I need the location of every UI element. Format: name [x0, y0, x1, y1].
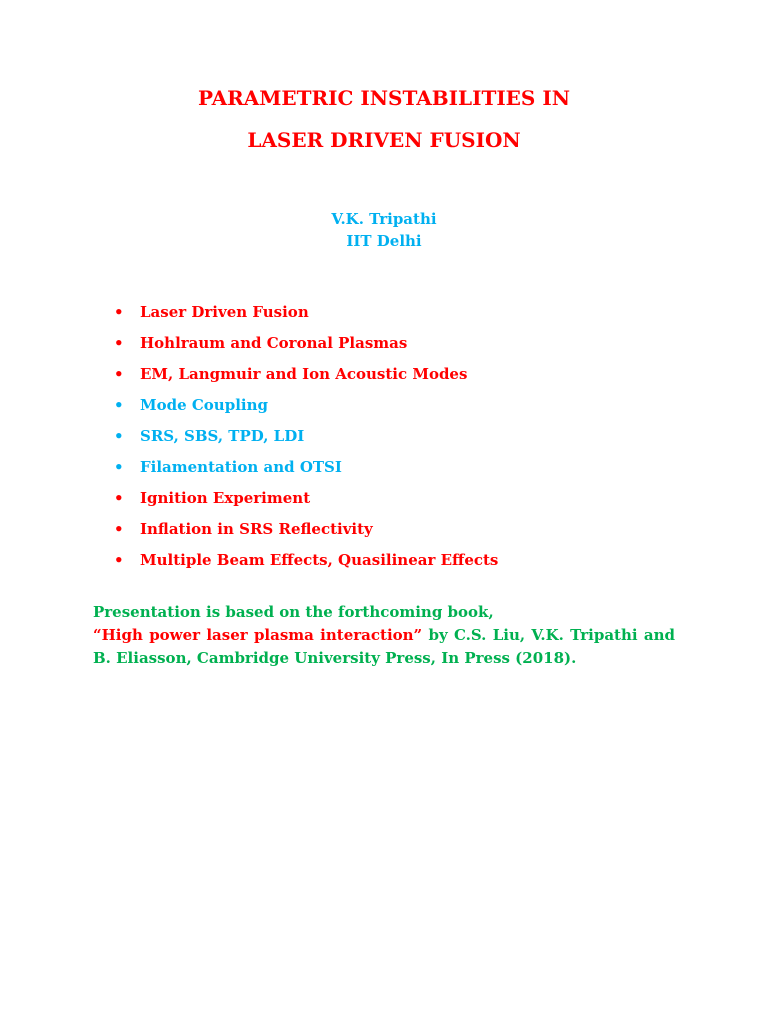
- bullet-icon: •: [114, 489, 124, 507]
- topic-item: [110, 299, 670, 330]
- bullet-icon: •: [114, 365, 124, 383]
- bullet-icon: •: [114, 396, 124, 414]
- author-affiliation: IIT Delhi: [346, 232, 422, 250]
- topic-item: [110, 423, 670, 454]
- note-intro: Presentation is based on the forthcoming book,: [93, 603, 494, 621]
- bullet-icon: •: [114, 520, 124, 538]
- book-note: [93, 601, 675, 670]
- topic-item: [110, 485, 670, 516]
- topic-label: EM, Langmuir and Ion Acoustic Modes: [140, 365, 468, 383]
- topic-item: [110, 547, 670, 578]
- bullet-icon: •: [114, 427, 124, 445]
- author-block: [0, 208, 768, 252]
- topic-list: [110, 299, 670, 578]
- topic-label: Multiple Beam Effects, Quasilinear Effects: [140, 551, 499, 569]
- bullet-icon: •: [114, 458, 124, 476]
- topic-label: Inflation in SRS Reflectivity: [140, 520, 373, 538]
- topic-label: Filamentation and OTSI: [140, 458, 342, 476]
- title-line-2: LASER DRIVEN FUSION: [247, 128, 521, 152]
- topic-label: Hohlraum and Coronal Plasmas: [140, 334, 408, 352]
- topic-label: Mode Coupling: [140, 396, 268, 414]
- note-citation: by C.S. Liu, V.K. Tripathi and B. Eliasson, Cambridge University Press, In Press (2018).: [93, 626, 675, 667]
- topic-label: Ignition Experiment: [140, 489, 311, 507]
- title-line-1: PARAMETRIC INSTABILITIES IN: [198, 86, 570, 110]
- topic-item: [110, 454, 670, 485]
- topic-label: SRS, SBS, TPD, LDI: [140, 427, 305, 445]
- bullet-icon: •: [114, 551, 124, 569]
- topic-item: [110, 516, 670, 547]
- topic-item: [110, 330, 670, 361]
- bullet-icon: •: [114, 303, 124, 321]
- topic-label: Laser Driven Fusion: [140, 303, 309, 321]
- book-title: “High power laser plasma interaction”: [93, 626, 423, 644]
- topic-item: [110, 361, 670, 392]
- bullet-icon: •: [114, 334, 124, 352]
- author-name: V.K. Tripathi: [331, 210, 437, 228]
- topic-item: [110, 392, 670, 423]
